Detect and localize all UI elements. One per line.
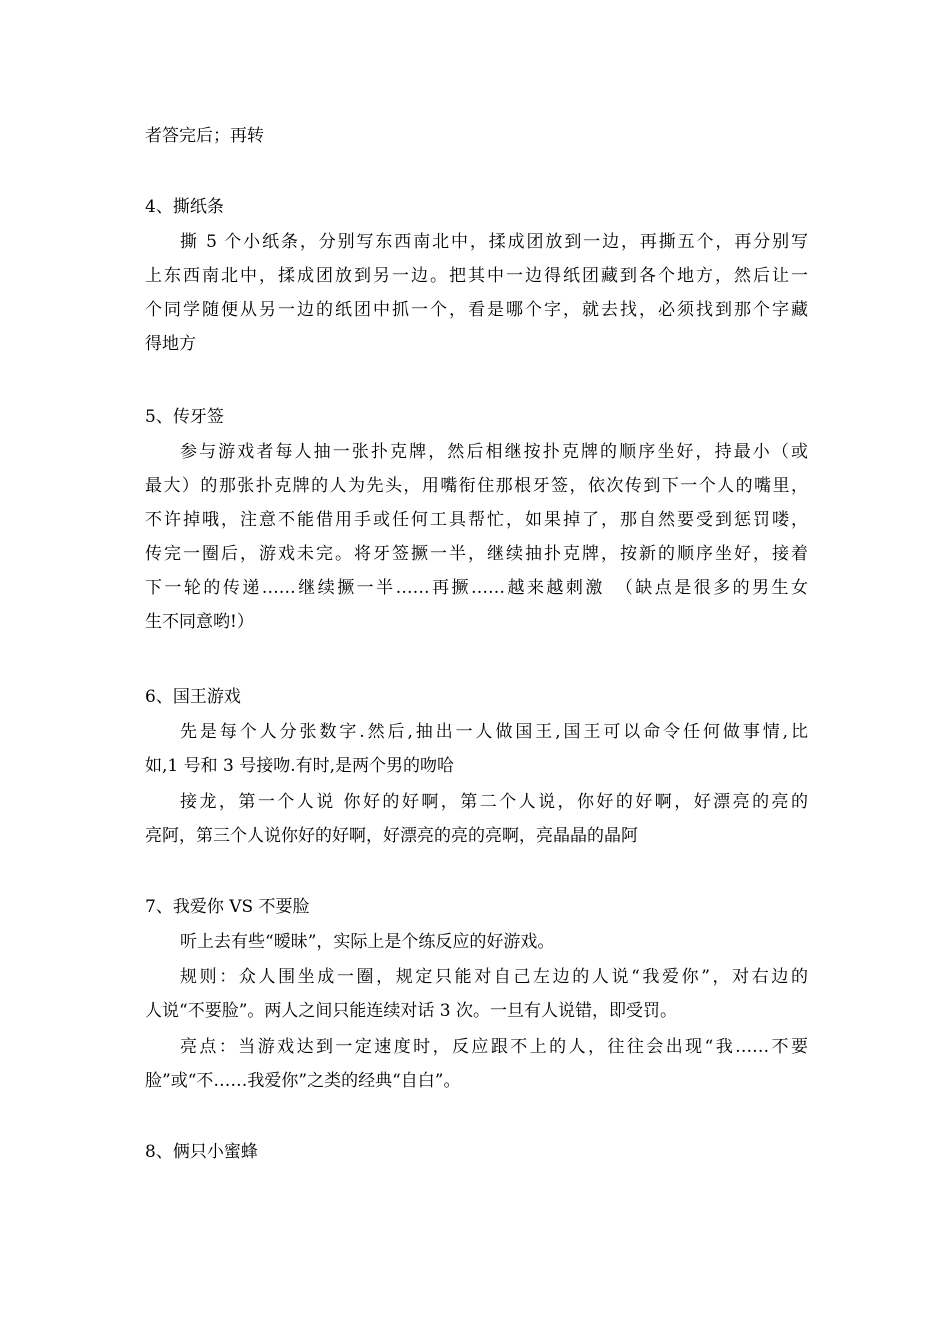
paragraph-line: 接龙，第一个人说 你好的好啊，第二个人说，你好的好啊，好漂亮的亮的 (180, 792, 808, 812)
section-7-paragraph-1 (145, 925, 808, 959)
section-7-paragraph-2 (145, 960, 808, 1028)
section-8-heading: 8、俩只小蜜蜂 (145, 1142, 258, 1162)
section-5-paragraph-1 (145, 435, 808, 639)
paragraph-line: 传完一圈后，游戏未完。将牙签撅一半，继续抽扑克牌，按新的顺序坐好，接着 (145, 544, 808, 564)
paragraph-line: 不许掉哦，注意不能借用手或任何工具帮忙，如果掉了，那自然要受到惩罚喽， (145, 510, 808, 530)
paragraph-line: 规则：众人围坐成一圈，规定只能对自己左边的人说“我爱你”，对右边的 (180, 967, 808, 987)
section-5-heading: 5、传牙签 (145, 407, 224, 427)
paragraph-line: 亮阿，第三个人说你好的好啊，好漂亮的亮的亮啊，亮晶晶的晶阿 (145, 826, 638, 846)
section-6-heading: 6、国王游戏 (145, 687, 241, 707)
paragraph-line: 撕 5 个小纸条，分别写东西南北中，揉成团放到一边，再撕五个，再分别写 (180, 232, 808, 252)
section-heading (0, 1135, 950, 1169)
paragraph-line: 上东西南北中，揉成团放到另一边。把其中一边得纸团藏到各个地方，然后让一 (145, 266, 808, 286)
section-4-paragraph-1 (145, 225, 808, 361)
paragraph-line: 生不同意哟!） (145, 612, 254, 632)
section-heading (0, 680, 950, 714)
section-heading (0, 890, 950, 924)
intro-tail-text: 者答完后；再转 (145, 126, 264, 146)
section-7-paragraph-3 (145, 1030, 808, 1098)
paragraph-line: 先是每个人分张数字.然后,抽出一人做国王,国王可以命令任何做事情,比 (180, 722, 808, 742)
section-4-heading: 4、撕纸条 (145, 197, 224, 217)
paragraph-line: 如,1 号和 3 号接吻.有时,是两个男的吻哈 (145, 756, 455, 776)
section-heading (0, 190, 950, 224)
paragraph-line: 参与游戏者每人抽一张扑克牌，然后相继按扑克牌的顺序坐好，持最小（或 (180, 442, 808, 462)
paragraph-line: 人说“不要脸”。两人之间只能连续对话 3 次。一旦有人说错，即受罚。 (145, 1001, 678, 1021)
section-6-paragraph-2 (145, 785, 808, 853)
paragraph-line: 最大）的那张扑克牌的人为先头，用嘴衔住那根牙签，依次传到下一个人的嘴里， (145, 476, 808, 496)
paragraph-line: 听上去有些“暧昧”，实际上是个练反应的好游戏。 (180, 932, 555, 952)
section-6-paragraph-1 (145, 715, 808, 783)
paragraph-line: 得地方 (145, 334, 196, 354)
paragraph-line: 下一轮的传递……继续撅一半……再撅……越来越刺激 （缺点是很多的男生女 (145, 578, 808, 598)
section-7-heading: 7、我爱你 VS 不要脸 (145, 897, 310, 917)
paragraph-line: 脸”或“不……我爱你”之类的经典“自白”。 (145, 1071, 461, 1091)
section-heading (0, 400, 950, 434)
intro-tail-line (0, 119, 950, 153)
paragraph-line: 亮点：当游戏达到一定速度时，反应跟不上的人，往往会出现“我……不要 (180, 1037, 808, 1057)
paragraph-line: 个同学随便从另一边的纸团中抓一个，看是哪个字，就去找，必须找到那个字藏 (145, 300, 808, 320)
